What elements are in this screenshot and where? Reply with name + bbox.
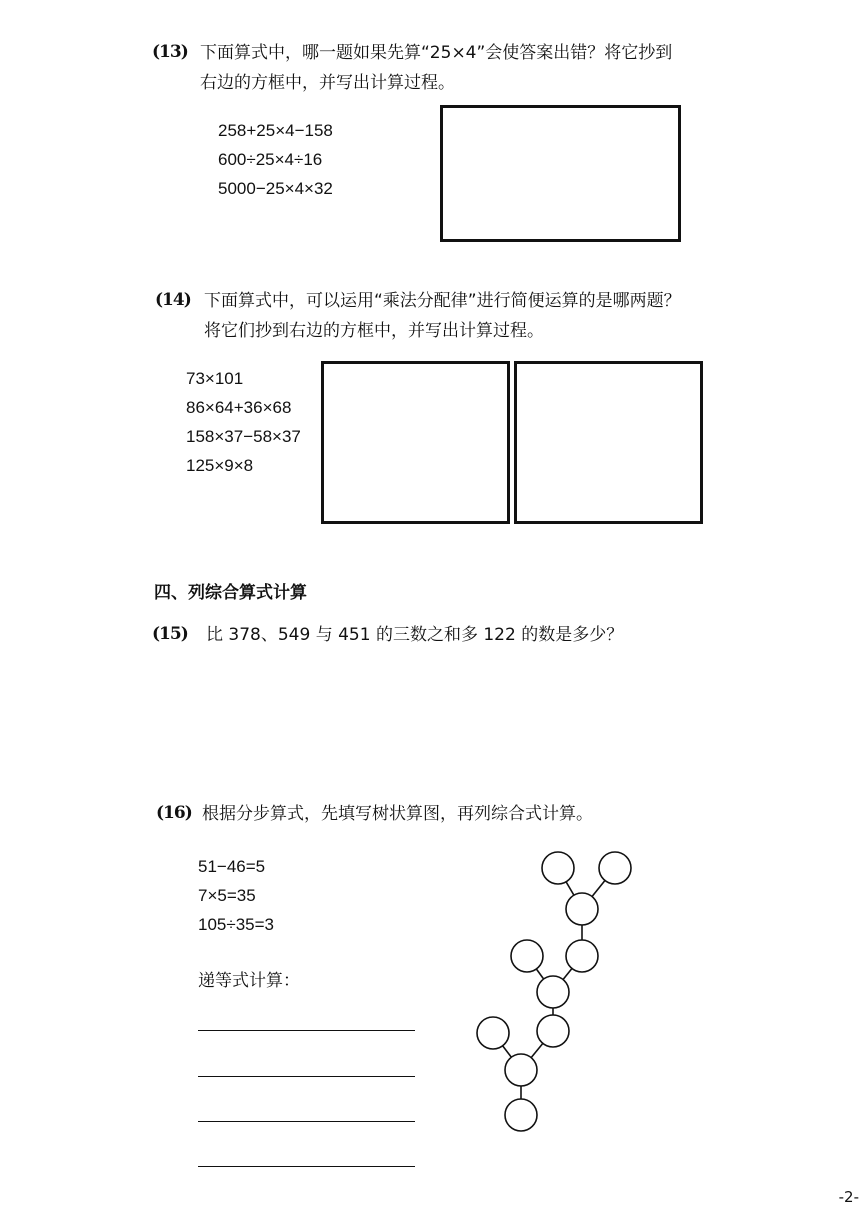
question-14-expression-4: 125×9×8 (186, 456, 254, 475)
tree-node-4 (511, 940, 543, 972)
question-13-text-line1: 下面算式中，哪一题如果先算“25×4”会使答案出错？将它抄到 (200, 43, 673, 63)
question-16-number: (16) (156, 803, 192, 823)
question-16-step-1: 51−46=5 (198, 857, 266, 876)
question-14-text-line2: 将它们抄到右边的方框中，并写出计算过程。 (204, 321, 544, 341)
question-14-expression-3: 158×37−58×37 (186, 427, 301, 446)
section-4-title: 四、列综合算式计算 (154, 583, 307, 603)
question-16-text: 根据分步算式，先填写树状算图，再列综合式计算。 (202, 804, 593, 824)
question-13-text-line2: 右边的方框中，并写出计算过程。 (200, 73, 455, 93)
tree-node-1 (542, 852, 574, 884)
tree-node-8 (537, 1015, 569, 1047)
question-13-expression-1: 258+25×4−158 (218, 121, 333, 140)
question-16-step-3: 105÷35=3 (198, 915, 274, 934)
tree-node-10 (505, 1099, 537, 1131)
tree-node-9 (505, 1054, 537, 1086)
tree-node-3 (566, 893, 598, 925)
question-16-label: 递等式计算： (198, 971, 300, 991)
question-14-number: (14) (155, 290, 191, 310)
question-15-number: (15) (152, 624, 188, 644)
tree-node-2 (599, 852, 631, 884)
question-13-number: (13) (152, 42, 188, 62)
page-number: -2- (838, 1188, 859, 1206)
tree-node-6 (537, 976, 569, 1008)
question-14-text-line1: 下面算式中，可以运用“乘法分配律”进行简便运算的是哪两题？ (204, 291, 681, 311)
tree-node-7 (477, 1017, 509, 1049)
question-14-expression-2: 86×64+36×68 (186, 398, 292, 417)
question-13-expression-2: 600÷25×4÷16 (218, 150, 323, 169)
question-13-expression-3: 5000−25×4×32 (218, 179, 333, 198)
question-14-expression-1: 73×101 (186, 369, 244, 388)
question-15-text: 比 378、549 与 451 的三数之和多 122 的数是多少？ (206, 625, 624, 645)
question-16-step-2: 7×5=35 (198, 886, 256, 905)
tree-node-5 (566, 940, 598, 972)
